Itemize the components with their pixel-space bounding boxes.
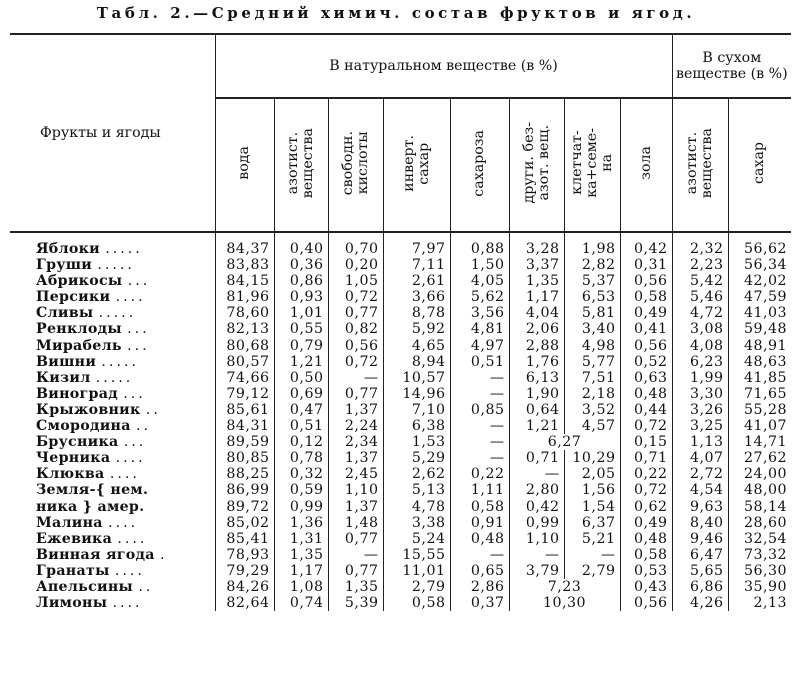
table-cell: 1,05 [328, 273, 383, 289]
table-cell: 5,62 [450, 289, 509, 305]
table-cell: 0,79 [274, 338, 328, 354]
table-cell: 1,98 [564, 241, 620, 257]
table-cell: 6,23 [672, 354, 728, 370]
table-cell: — [450, 434, 509, 450]
table-cell: 85,02 [215, 515, 274, 531]
table-cell: 0,91 [450, 515, 509, 531]
table-cell: 7,97 [383, 241, 450, 257]
table-cell: 0,72 [328, 289, 383, 305]
table-cell: 3,25 [672, 418, 728, 434]
table-cell: 6,27 [509, 434, 620, 450]
fruit-name: Кизил ..... [10, 370, 215, 386]
table-cell: 0,22 [450, 466, 509, 482]
table-cell: 2,80 [509, 482, 564, 498]
table-cell: 5,81 [564, 305, 620, 321]
table-cell: 2,62 [383, 466, 450, 482]
table-cell: 0,77 [328, 531, 383, 547]
table-cell: 0,32 [274, 466, 328, 482]
table-cell: 1,53 [383, 434, 450, 450]
fruit-name: Вишни ..... [10, 354, 215, 370]
table-cell: 8,78 [383, 305, 450, 321]
table-cell: 5,37 [564, 273, 620, 289]
table-cell: 0,58 [383, 595, 450, 611]
table-cell: 4,54 [672, 482, 728, 498]
table-cell: 1,37 [328, 499, 383, 515]
col-header-sucrose: сахароза [450, 98, 509, 232]
table-row [10, 402, 791, 418]
table-cell: 0,93 [274, 289, 328, 305]
table-cell: 0,56 [328, 338, 383, 354]
table-cell: 1,54 [564, 499, 620, 515]
table-cell: 79,29 [215, 563, 274, 579]
table-cell: 28,60 [728, 515, 791, 531]
table-cell: — [564, 547, 620, 563]
table-cell: 10,57 [383, 370, 450, 386]
table-cell: 11,01 [383, 563, 450, 579]
fruit-name: Персики .... [10, 289, 215, 305]
table-cell: 1,76 [509, 354, 564, 370]
table-cell: 2,06 [509, 321, 564, 337]
table-cell: — [450, 418, 509, 434]
table-cell: 1,48 [328, 515, 383, 531]
table-cell: 0,41 [620, 321, 672, 337]
table-cell: 0,22 [620, 466, 672, 482]
table-cell: 0,72 [328, 354, 383, 370]
table-cell: 3,26 [672, 402, 728, 418]
col-header-invert-sugar: инверт. сахар [383, 98, 450, 232]
table-cell: 42,02 [728, 273, 791, 289]
table-row [10, 257, 791, 273]
table-cell: 1,11 [450, 482, 509, 498]
table-cell: — [450, 370, 509, 386]
col-header-water: вода [215, 98, 274, 232]
table-cell: 14,96 [383, 386, 450, 402]
table-cell: 0,62 [620, 499, 672, 515]
table-cell: 6,86 [672, 579, 728, 595]
fruit-name: Смородина .. [10, 418, 215, 434]
table-cell: 82,13 [215, 321, 274, 337]
table-cell: 0,53 [620, 563, 672, 579]
col-header-acids: свободн. кислоты [328, 98, 383, 232]
table-cell: 0,55 [274, 321, 328, 337]
table-row [10, 579, 791, 595]
table-cell: 82,64 [215, 595, 274, 611]
table-cell: 84,37 [215, 241, 274, 257]
table-cell: 0,42 [620, 241, 672, 257]
composition-table [10, 33, 791, 611]
table-cell: 2,45 [328, 466, 383, 482]
table-cell: 2,32 [672, 241, 728, 257]
table-cell: 0,99 [509, 515, 564, 531]
table-cell: 73,32 [728, 547, 791, 563]
table-cell: 0,44 [620, 402, 672, 418]
table-cell: 0,59 [274, 482, 328, 498]
table-cell: 5,42 [672, 273, 728, 289]
table-cell: 9,46 [672, 531, 728, 547]
table-cell: 4,57 [564, 418, 620, 434]
table-cell: 0,52 [620, 354, 672, 370]
col-header-dry-sugar: сахар [728, 98, 791, 232]
table-cell: 2,79 [564, 563, 620, 579]
table-row [10, 273, 791, 289]
table-row [10, 482, 791, 498]
table-cell: 8,40 [672, 515, 728, 531]
table-cell: 1,17 [509, 289, 564, 305]
table-cell: 74,66 [215, 370, 274, 386]
table-row [10, 241, 791, 257]
fruit-name: Яблоки ..... [10, 241, 215, 257]
table-row [10, 563, 791, 579]
table-cell: 1,13 [672, 434, 728, 450]
fruit-column-header: Фрукты и ягоды [10, 34, 215, 232]
table-cell: 0,69 [274, 386, 328, 402]
table-cell: 0,15 [620, 434, 672, 450]
table-cell: 32,54 [728, 531, 791, 547]
table-cell: 1,01 [274, 305, 328, 321]
table-cell: 7,10 [383, 402, 450, 418]
table-cell: 2,05 [564, 466, 620, 482]
table-cell: 4,07 [672, 450, 728, 466]
table-cell: 0,37 [450, 595, 509, 611]
table-cell: 8,94 [383, 354, 450, 370]
table-cell: 4,97 [450, 338, 509, 354]
fruit-name: Абрикосы ... [10, 273, 215, 289]
table-cell: 79,12 [215, 386, 274, 402]
fruit-name: Крыжовник .. [10, 402, 215, 418]
natural-substance-header: В натуральном веществе (в %) [215, 34, 672, 98]
table-cell: 0,85 [450, 402, 509, 418]
dry-substance-header: В сухом веществе (в %) [672, 34, 791, 98]
col-header-ash: зола [620, 98, 672, 232]
table-cell: 56,34 [728, 257, 791, 273]
table-cell: 71,65 [728, 386, 791, 402]
table-row [10, 515, 791, 531]
table-cell: 84,26 [215, 579, 274, 595]
table-cell: 78,60 [215, 305, 274, 321]
table-cell: 5,77 [564, 354, 620, 370]
table-cell: 1,37 [328, 450, 383, 466]
table-cell: 1,35 [274, 547, 328, 563]
col-header-fiber-seeds: клетчат- ка+семе- на [564, 98, 620, 232]
table-cell: 2,24 [328, 418, 383, 434]
table-cell: 2,72 [672, 466, 728, 482]
fruit-name: Мирабель ... [10, 338, 215, 354]
table-cell: 3,79 [509, 563, 564, 579]
table-cell: 0,56 [620, 273, 672, 289]
fruit-name: Ежевика .... [10, 531, 215, 547]
table-cell: — [328, 370, 383, 386]
table-cell: 6,13 [509, 370, 564, 386]
table-cell: 15,55 [383, 547, 450, 563]
table-cell: 6,38 [383, 418, 450, 434]
table-row [10, 450, 791, 466]
table-row [10, 418, 791, 434]
table-cell: 78,93 [215, 547, 274, 563]
table-cell: 0,36 [274, 257, 328, 273]
table-cell: 0,58 [620, 289, 672, 305]
table-cell: 0,63 [620, 370, 672, 386]
table-cell: 48,00 [728, 482, 791, 498]
table-cell: 1,90 [509, 386, 564, 402]
table-cell: 88,25 [215, 466, 274, 482]
fruit-name: Ренклоды ... [10, 321, 215, 337]
table-cell: 0,64 [509, 402, 564, 418]
fruit-name: Груши ..... [10, 257, 215, 273]
table-cell: 4,78 [383, 499, 450, 515]
table-cell: 0,51 [274, 418, 328, 434]
table-cell: 0,72 [620, 418, 672, 434]
table-cell: 5,46 [672, 289, 728, 305]
table-cell: 0,50 [274, 370, 328, 386]
table-cell: 2,34 [328, 434, 383, 450]
table-cell: 0,49 [620, 305, 672, 321]
table-row [10, 595, 791, 611]
table-cell: 86,99 [215, 482, 274, 498]
table-cell: 1,56 [564, 482, 620, 498]
table-cell: 35,90 [728, 579, 791, 595]
table-row [10, 321, 791, 337]
table-cell: 1,10 [328, 482, 383, 498]
table-cell: 0,56 [620, 595, 672, 611]
table-cell: 0,56 [620, 338, 672, 354]
table-cell: 4,04 [509, 305, 564, 321]
table-cell: 27,62 [728, 450, 791, 466]
table-cell: 0,43 [620, 579, 672, 595]
fruit-name: Земля-{ нем. [10, 482, 215, 498]
table-cell: 4,72 [672, 305, 728, 321]
table-cell: 80,57 [215, 354, 274, 370]
table-row [10, 338, 791, 354]
table-cell: 41,85 [728, 370, 791, 386]
table-cell: 0,48 [620, 386, 672, 402]
table-cell: 58,14 [728, 499, 791, 515]
table-cell: 5,13 [383, 482, 450, 498]
table-body [10, 241, 791, 611]
table-row [10, 499, 791, 515]
table-cell: 5,92 [383, 321, 450, 337]
table-cell: 2,82 [564, 257, 620, 273]
table-cell: 48,63 [728, 354, 791, 370]
table-cell: 0,31 [620, 257, 672, 273]
table-cell: 4,65 [383, 338, 450, 354]
table-cell: 0,86 [274, 273, 328, 289]
table-cell: 0,49 [620, 515, 672, 531]
table-cell: 1,31 [274, 531, 328, 547]
table-cell: 24,00 [728, 466, 791, 482]
table-cell: 0,70 [328, 241, 383, 257]
table-cell: 1,50 [450, 257, 509, 273]
table-cell: 1,10 [509, 531, 564, 547]
table-cell: 6,47 [672, 547, 728, 563]
table-row [10, 370, 791, 386]
table-cell: 89,72 [215, 499, 274, 515]
table-cell: 4,98 [564, 338, 620, 354]
table-cell: 0,58 [620, 547, 672, 563]
table-cell: 59,48 [728, 321, 791, 337]
table-cell: 7,51 [564, 370, 620, 386]
col-header-nitrogen: азотист. вещества [274, 98, 328, 232]
table-cell: 85,61 [215, 402, 274, 418]
fruit-name: Малина .... [10, 515, 215, 531]
table-cell: 7,11 [383, 257, 450, 273]
table-row [10, 305, 791, 321]
fruit-name: Винная ягода . [10, 547, 215, 563]
fruit-name: Сливы ..... [10, 305, 215, 321]
table-cell: 3,40 [564, 321, 620, 337]
fruit-name: ника } амер. [10, 499, 215, 515]
table-row [10, 547, 791, 563]
table-cell: 2,88 [509, 338, 564, 354]
table-cell: 0,47 [274, 402, 328, 418]
table-cell: — [450, 386, 509, 402]
table-cell: 6,53 [564, 289, 620, 305]
table-cell: 56,30 [728, 563, 791, 579]
table-cell: 1,36 [274, 515, 328, 531]
table-cell: 0,72 [620, 482, 672, 498]
table-row [10, 531, 791, 547]
table-cell: 1,35 [328, 579, 383, 595]
table-cell: 0,77 [328, 386, 383, 402]
table-cell: 14,71 [728, 434, 791, 450]
table-cell: 0,65 [450, 563, 509, 579]
table-cell: 84,15 [215, 273, 274, 289]
table-cell: 4,05 [450, 273, 509, 289]
fruit-name: Брусника ... [10, 434, 215, 450]
table-cell: 2,18 [564, 386, 620, 402]
table-cell: 10,29 [564, 450, 620, 466]
table-row [10, 434, 791, 450]
table-cell: 3,08 [672, 321, 728, 337]
table-cell: 55,28 [728, 402, 791, 418]
table-cell: 3,37 [509, 257, 564, 273]
table-cell: 0,42 [509, 499, 564, 515]
fruit-name: Лимоны .... [10, 595, 215, 611]
table-cell: 0,12 [274, 434, 328, 450]
table-cell: 41,03 [728, 305, 791, 321]
table-cell: 0,78 [274, 450, 328, 466]
table-cell: 48,91 [728, 338, 791, 354]
table-cell: 2,23 [672, 257, 728, 273]
table-cell: 3,30 [672, 386, 728, 402]
table-cell: 1,37 [328, 402, 383, 418]
table-cell: 5,65 [672, 563, 728, 579]
table-cell: 5,29 [383, 450, 450, 466]
table-cell: 80,68 [215, 338, 274, 354]
table-cell: 0,71 [620, 450, 672, 466]
table-cell: 0,99 [274, 499, 328, 515]
table-cell: 10,30 [509, 595, 620, 611]
table-cell: — [509, 466, 564, 482]
table-row [10, 289, 791, 305]
table-cell: 2,61 [383, 273, 450, 289]
table-cell: 0,82 [328, 321, 383, 337]
table-cell: 3,28 [509, 241, 564, 257]
table-cell: — [450, 450, 509, 466]
table-cell: 85,41 [215, 531, 274, 547]
table-cell: 81,96 [215, 289, 274, 305]
fruit-name: Гранаты .... [10, 563, 215, 579]
table-cell: 1,21 [274, 354, 328, 370]
table-cell: 0,20 [328, 257, 383, 273]
table-cell: 0,48 [450, 531, 509, 547]
table-cell: 0,58 [450, 499, 509, 515]
table-cell: 5,39 [328, 595, 383, 611]
table-cell: 47,59 [728, 289, 791, 305]
table-cell: 56,62 [728, 241, 791, 257]
table-cell: 1,21 [509, 418, 564, 434]
fruit-name: Виноград ... [10, 386, 215, 402]
table-cell: 3,52 [564, 402, 620, 418]
table-cell: 1,08 [274, 579, 328, 595]
table-cell: 7,23 [509, 579, 620, 595]
table-cell: 3,56 [450, 305, 509, 321]
fruit-name: Апельсины .. [10, 579, 215, 595]
table-cell: 4,08 [672, 338, 728, 354]
table-cell: 41,07 [728, 418, 791, 434]
table-cell: 0,71 [509, 450, 564, 466]
table-cell: 0,74 [274, 595, 328, 611]
table-cell: 5,24 [383, 531, 450, 547]
table-cell: 89,59 [215, 434, 274, 450]
table-cell: 3,66 [383, 289, 450, 305]
table-row [10, 386, 791, 402]
table-cell: 80,85 [215, 450, 274, 466]
table-cell: 0,40 [274, 241, 328, 257]
table-cell: 1,17 [274, 563, 328, 579]
table-cell: 83,83 [215, 257, 274, 273]
table-cell: 6,37 [564, 515, 620, 531]
table-cell: 3,38 [383, 515, 450, 531]
table-cell: — [450, 547, 509, 563]
table-cell: 0,51 [450, 354, 509, 370]
table-cell: 0,88 [450, 241, 509, 257]
table-title: Табл. 2.—Средний химич. состав фруктов и ягод. [96, 4, 696, 22]
table-cell: — [328, 547, 383, 563]
col-header-dry-nitrogen: азотист. вещества [672, 98, 728, 232]
table-cell: 0,48 [620, 531, 672, 547]
col-header-other-nonnitrogen: други. без- азот. вещ. [509, 98, 564, 232]
table-cell: 4,81 [450, 321, 509, 337]
table-cell: 2,13 [728, 595, 791, 611]
table-row [10, 354, 791, 370]
table-cell: 9,63 [672, 499, 728, 515]
table-cell: 1,35 [509, 273, 564, 289]
fruit-name: Клюква .... [10, 466, 215, 482]
table-cell: 84,31 [215, 418, 274, 434]
table-row [10, 466, 791, 482]
table-cell: — [509, 547, 564, 563]
table-cell: 1,99 [672, 370, 728, 386]
table-cell: 5,21 [564, 531, 620, 547]
fruit-name: Черника .... [10, 450, 215, 466]
table-cell: 0,77 [328, 305, 383, 321]
table-cell: 4,26 [672, 595, 728, 611]
table-cell: 0,77 [328, 563, 383, 579]
table-cell: 2,79 [383, 579, 450, 595]
table-cell: 2,86 [450, 579, 509, 595]
